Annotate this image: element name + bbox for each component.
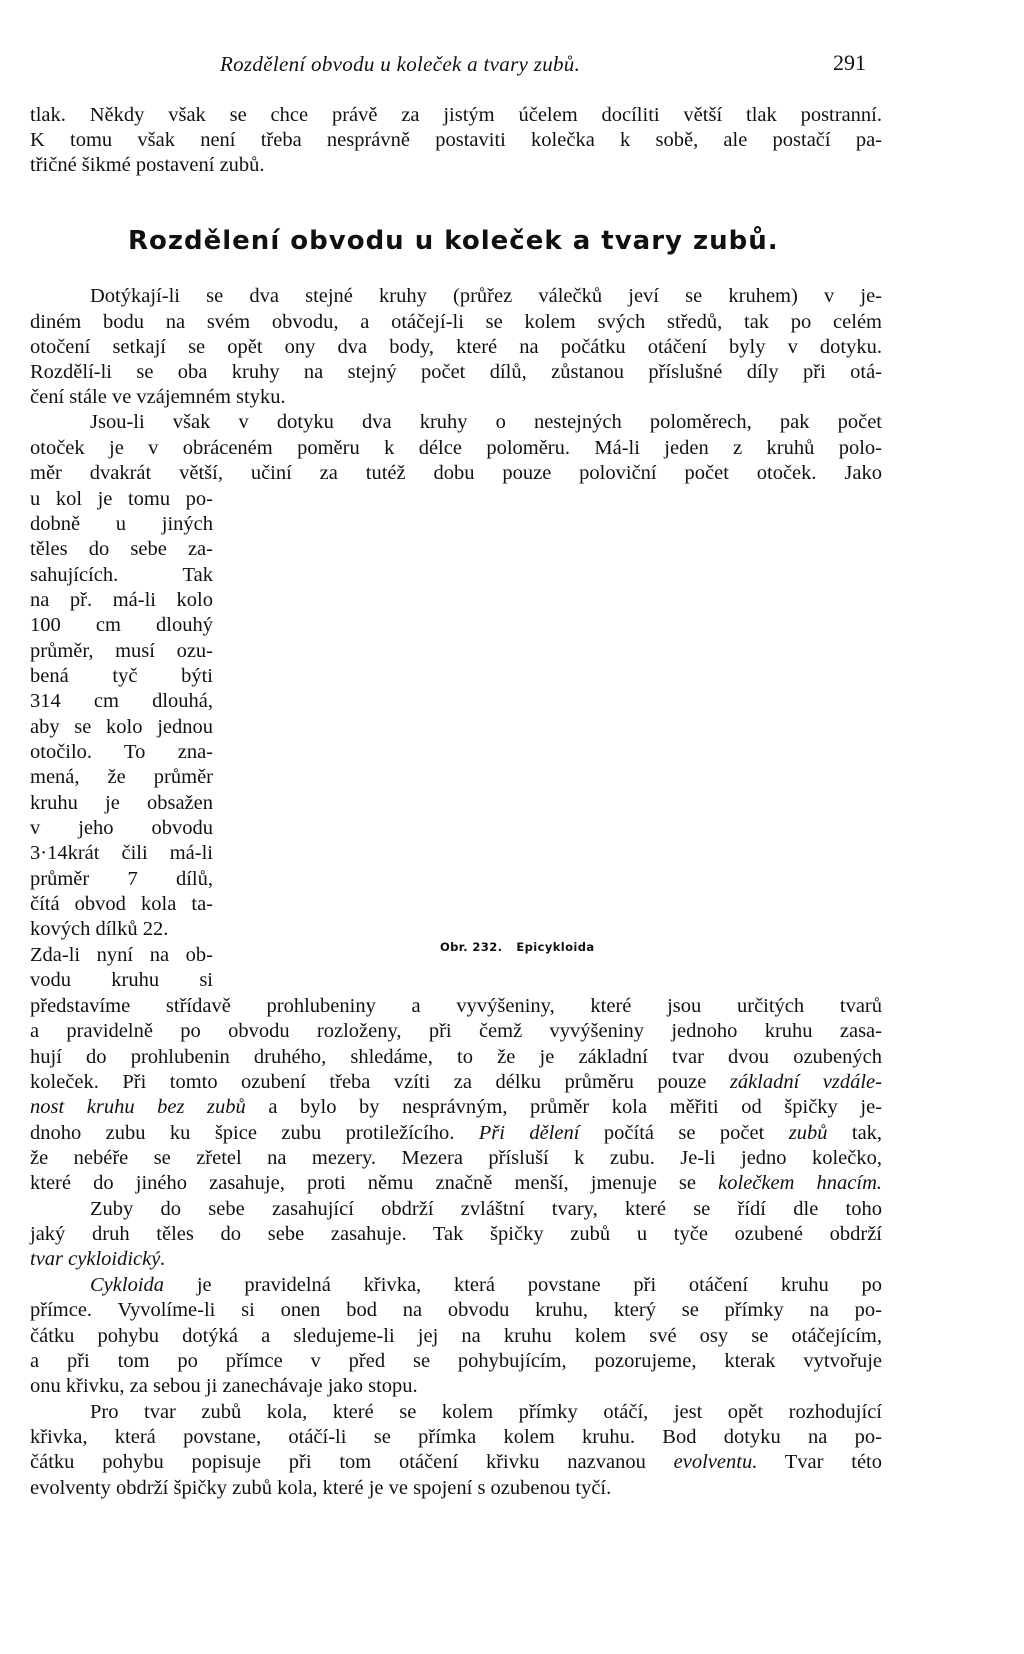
text-line: průměr, musí ozu- xyxy=(30,640,213,662)
text-line: Dotýkají-li se dva stejné kruhy (průřez válečků jeví se kruhem) v je- xyxy=(90,285,882,307)
figure-label: Obr. 232. xyxy=(440,940,503,954)
text-line: otočilo. To zna- xyxy=(30,741,213,763)
text-line: hují do prohlubenin druhého, shledáme, to že je základní tvar dvou ozubených xyxy=(30,1046,882,1068)
epicycloid-figure xyxy=(232,504,882,924)
emphasis: Při dělení xyxy=(478,1122,580,1144)
text-line: otoček je v obráceném poměru k délce poloměru. Má-li jeden z kruhů polo- xyxy=(30,437,882,459)
text-line: K tomu však není třeba nesprávně postaviti kolečka k sobě, ale postačí pa- xyxy=(30,129,882,151)
text-line: čení stále ve vzájemném styku. xyxy=(30,386,286,408)
text-line: a při tom po přímce v před se pohybujícím, pozorujeme, kterak vytvořuje xyxy=(30,1350,882,1372)
text-line: 3·14krát čili má-li xyxy=(30,842,213,864)
text-line xyxy=(30,1171,882,1195)
text-line: tlak. Někdy však se chce právě za jistým účelem docíliti větší tlak postranní. xyxy=(30,104,882,126)
text-line: a pravidelně po obvodu rozloženy, při čemž vyvýšeniny jednoho kruhu zasa- xyxy=(30,1020,882,1042)
text-line xyxy=(30,1247,882,1271)
text-segment: koleček. Při tomto ozubení třeba vzíti za délku průměru pouze xyxy=(30,1071,707,1093)
text-line xyxy=(30,1450,882,1474)
text-line: kruhu je obsažen xyxy=(30,792,213,814)
text-line: představíme střídavě prohlubeniny a vyvýšeniny, které jsou určitých tvarů xyxy=(30,995,882,1017)
text-line: vodu kruhu si xyxy=(30,969,213,991)
text-segment: Tvar této xyxy=(784,1451,882,1473)
page-number: 291 xyxy=(833,50,866,75)
text-line: 314 cm dlouhá, xyxy=(30,690,213,712)
text-line: Rozdělí-li se oba kruhy na stejný počet dílů, zůstanou příslušné díly při otá- xyxy=(30,361,882,383)
text-line: sahujících. Tak xyxy=(30,564,213,586)
text-line: otočení setkají se opět ony dva body, které na počátku otáčení byly v dotyku. xyxy=(30,336,882,358)
text-line: těles do sebe za- xyxy=(30,538,213,560)
text-line: třičné šikmé postavení zubů. xyxy=(30,154,265,176)
text-line: aby se kolo jednou xyxy=(30,716,213,738)
text-line: u kol je tomu po- xyxy=(30,488,213,510)
figure-caption xyxy=(440,940,595,954)
text-line: jaký druh těles do sebe zasahuje. Tak špičky zubů u tyče ozubené obdrží xyxy=(30,1223,882,1245)
figure-caption-text: Epicykloida xyxy=(516,940,595,954)
text-line: kových dílků 22. xyxy=(30,918,169,940)
text-line xyxy=(30,1121,882,1145)
text-segment: a bylo by nesprávným, průměr kola měřiti od špičky je- xyxy=(268,1096,882,1118)
text-line: bená tyč býti xyxy=(30,665,213,687)
running-head: Rozdělení obvodu u koleček a tvary zubů. xyxy=(220,52,581,76)
text-line xyxy=(30,1070,882,1094)
text-line: Jsou-li však v dotyku dva kruhy o nestejných poloměrech, pak počet xyxy=(90,411,882,433)
text-line: že nebéře se zřetel na mezery. Mezera přísluší k zubu. Je-li jedno kolečko, xyxy=(30,1147,882,1169)
emphasis: základní vzdále- xyxy=(729,1071,882,1093)
text-line: onu křivku, za sebou ji zanechávaje jako stopu. xyxy=(30,1375,418,1397)
text-line: čítá obvod kola ta- xyxy=(30,893,213,915)
text-line xyxy=(30,613,213,637)
text-line: Pro tvar zubů kola, které se kolem přímky otáčí, jest opět rozhodující xyxy=(90,1401,882,1423)
text-line xyxy=(30,1095,882,1119)
emphasis: zubů xyxy=(788,1122,828,1144)
text-segment: je pravidelná křivka, která povstane při otáčení kruhu po xyxy=(196,1274,883,1296)
text-segment: které do jiného zasahuje, proti němu značně menší, jmenuje se xyxy=(30,1172,697,1194)
text-line: Zuby do sebe zasahující obdrží zvláštní tvary, které se řídí dle toho xyxy=(90,1198,882,1220)
emphasis: tvar cykloidický. xyxy=(30,1248,166,1270)
text-segment: 100 cm dlouhý xyxy=(30,614,213,636)
text-line: mená, že průměr xyxy=(30,766,213,788)
text-line: evolventy obdrží špičky zubů kola, které je ve spojení s ozubenou tyčí. xyxy=(30,1477,612,1499)
text-line: křivka, která povstane, otáčí-li se přímka kolem kruhu. Bod dotyku na po- xyxy=(30,1426,882,1448)
emphasis: kolečkem hnacím. xyxy=(718,1172,883,1194)
text-line: čátku pohybu dotýká a sledujeme-li jej na kruhu kolem své osy se otáčejícím, xyxy=(30,1325,882,1347)
text-line: na př. má-li kolo xyxy=(30,589,213,611)
emphasis: nost kruhu bez zubů xyxy=(30,1096,246,1118)
text-segment: dnoho zubu ku špice zubu protiležícího. xyxy=(30,1122,455,1144)
text-line xyxy=(90,1273,882,1297)
text-line: dobně u jiných xyxy=(30,513,213,535)
text-segment: počítá se počet xyxy=(603,1122,765,1144)
text-line: měr dvakrát větší, učiní za tutéž dobu pouze poloviční počet otoček. Jako xyxy=(30,462,882,484)
section-heading: Rozdělení obvodu u koleček a tvary zubů. xyxy=(128,226,779,256)
text-segment: čátku pohybu popisuje při tom otáčení křivku nazvanou xyxy=(30,1451,646,1473)
text-line: Zda-li nyní na ob- xyxy=(30,944,213,966)
emphasis: evolventu. xyxy=(673,1451,758,1473)
text-line: diném bodu na svém obvodu, a otáčejí-li se kolem svých středů, tak po celém xyxy=(30,311,882,333)
text-line: průměr 7 dílů, xyxy=(30,868,213,890)
text-segment: tak, xyxy=(851,1122,883,1144)
epicycloid-drawing xyxy=(232,504,882,924)
text-line: přímce. Vyvolíme-li si onen bod na obvodu kruhu, který se přímky na po- xyxy=(30,1299,882,1321)
text-line: v jeho obvodu xyxy=(30,817,213,839)
emphasis: Cykloida xyxy=(90,1274,165,1296)
